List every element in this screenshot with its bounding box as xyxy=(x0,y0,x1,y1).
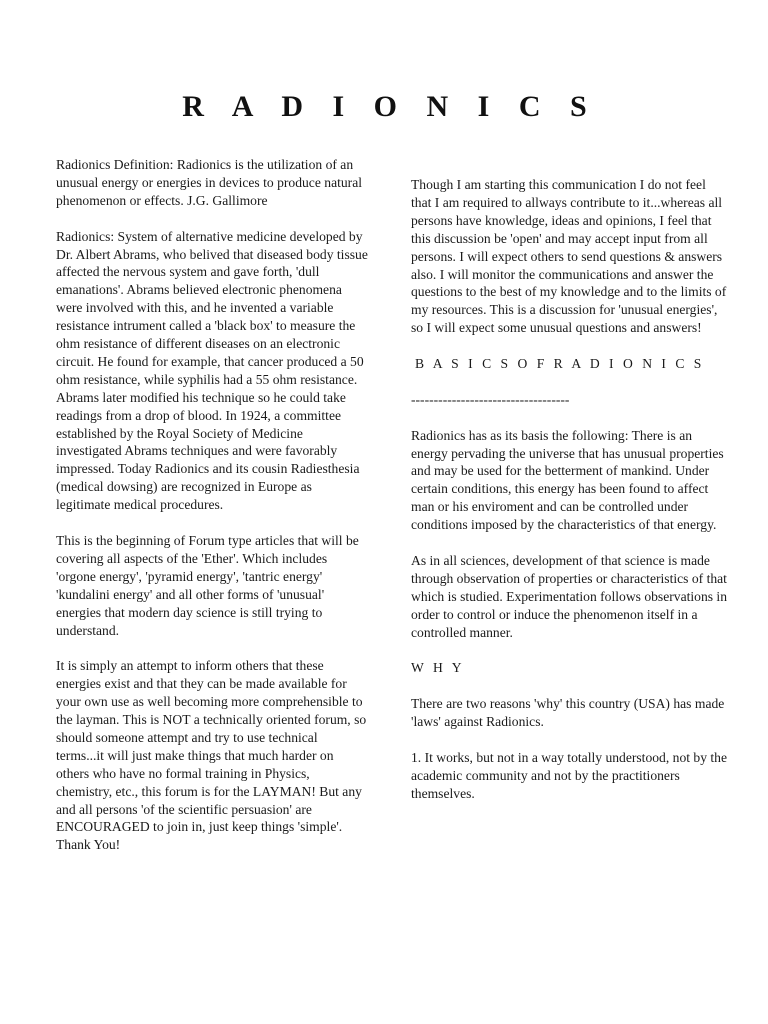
why-heading: W H Y xyxy=(411,660,465,676)
basics-paragraph-1: Radionics has as its basis the following: There is an energy pervading the universe that has unusual properties and may be used for the betterment of mankind. Under certain conditions, this energy has been found to affect man or his enviroment and can be controlled under conditions imposed by the characteristics of that energy. xyxy=(411,427,724,533)
forum-purpose-paragraph: It is simply an attempt to inform others that these energies exist and that they can be made available for your own use as well becoming more comprehensible to the layman. This is NOT a technically oriented forum, so should someone attempt and try to use technical terms...it will just make things that much harder on others who have no formal training in Physics, chemistry, etc., this forum is for the LAYMAN! But any and all persons 'of the scientific persuasion' are ENCOURAGED to join in, just keep things 'simple'. Thank You! xyxy=(56,658,367,853)
forum-intro-paragraph: This is the beginning of Forum type articles that will be covering all aspects of the 'Ether'. Which includes 'orgone energy', 'pyramid energy', 'tantric energy' 'kundalini energy' and all other forms of 'unusual' energies that modern day science is still trying to understand. xyxy=(56,533,359,638)
document-title: R A D I O N I C S xyxy=(182,90,598,123)
why-paragraph-1: There are two reasons 'why' this country (USA) has made 'laws' against Radionics. xyxy=(411,696,725,730)
radionics-system-paragraph: Radionics: System of alternative medicine developed by Dr. Albert Abrams, who belived that diseased body tissue affected the nervous system and gave forth, 'dull emanations'. Abrams believed electronic phenomena were involved with this, and he invented a variable resistance intrument called a 'black box' to measure the ohm resistance of different diseases on an electronic circuit. He found for example, that cancer produced a 50 ohm resistance, while syphilis had a 55 ohm resistance. Abrams later modified his technique so he could take readings from a drop of blood. In 1924, a committee established by the Royal Society of Medicine investigated Abrams techniques and were favorably impressed. Today Radionics and its cousin Radiesthesia (medical dowsing) are recognized in Europe as legitimate medical procedures. xyxy=(56,228,368,513)
left-column xyxy=(56,156,368,854)
communication-intro-paragraph: Though I am starting this communication I do not feel that I am required to allways contribute to it...whereas all persons have knowledge, ideas and opinions, I feel that this discussion be 'open' and may accept input from all persons. I will expect others to send questions & answers also. I will monitor the communications and answer the questions to the best of my knowledge and to the limits of my resources. This is a discussion for 'unusual energies', so I will expect some unusual questions and answers! xyxy=(411,177,727,336)
radionics-definition-paragraph: Radionics Definition: Radionics is the utilization of an unusual energy or energies in devices to produce natural phenomenon or effects. J.G. Gallimore xyxy=(56,157,363,208)
basics-paragraph-2: As in all sciences, development of that science is made through observation of properties or characteristics of that which is studied. Experimentation follows observations in order to control or induce the phenomenon itself in a controlled manner. xyxy=(411,552,728,640)
basics-heading: B A S I C S O F R A D I O N I C S xyxy=(415,356,705,372)
right-column xyxy=(411,176,729,803)
heading-underline-rule: ----------------------------------- xyxy=(411,391,570,407)
why-paragraph-2: 1. It works, but not in a way totally understood, not by the academic community and not by the practitioners themselves. xyxy=(411,749,728,801)
